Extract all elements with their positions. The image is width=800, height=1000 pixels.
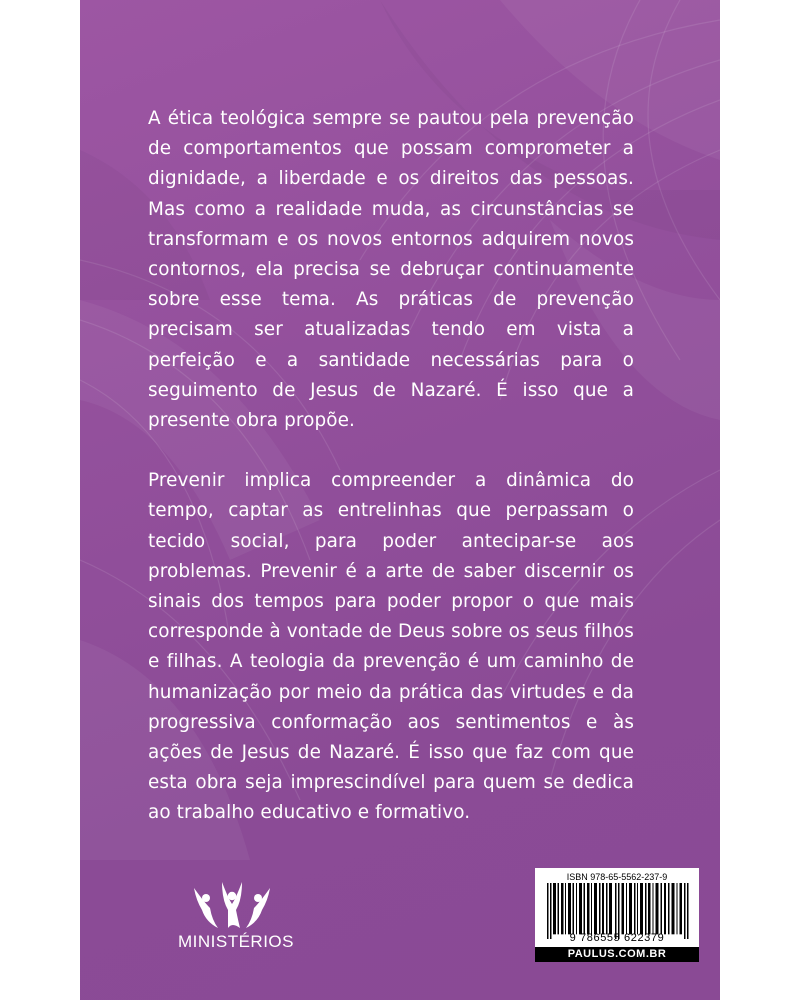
isbn-barcode (535, 868, 699, 962)
ministerios-figures-icon (192, 880, 272, 930)
isbn-number: ISBN 978-65-5562-237-9 (566, 872, 668, 882)
synopsis-paragraph-2: Prevenir implica compreender a dinâmica do tempo, captar as entrelinhas que perpassam o tecido social, para poder antecipar-se aos problemas. Prevenir é a arte de saber discernir os sinais dos tempos para poder propor o que mais corresponde à vontade de Deus sobre os seus filhos e filhas. A teologia da prevenção é um caminho de humanização por meio da prática das virtudes e da progressiva conformação aos sentimentos e às ações de Jesus de Nazaré. É isso que faz com que esta obra seja imprescindível para quem se dedica ao trabalho educativo e formativo. (148, 470, 634, 824)
ministerios-logo-text: MINISTÉRIOS (177, 932, 294, 951)
barcode-digits: 9 786555 622379 (569, 932, 665, 944)
barcode-bars (545, 883, 691, 939)
synopsis-paragraph-1: A ética teológica sempre se pautou pela prevenção de comportamentos que possam comprometer a dignidade, a liberdade e os direitos das pessoas. Mas como a realidade muda, as circunstâncias se transformam e os novos entornos adquirem novos contornos, ela precisa se debruçar continuamente sobre esse tema. As práticas de prevenção precisam ser atualizadas tendo em vista a perfeição e a santidade necessárias para o seguimento de Jesus de Nazaré. É isso que a presente obra propõe. (148, 108, 634, 432)
back-cover-synopsis (148, 104, 634, 829)
back-cover (80, 0, 720, 1000)
ministerios-logo (166, 880, 306, 960)
publisher-url: PAULUS.COM.BR (535, 947, 699, 962)
